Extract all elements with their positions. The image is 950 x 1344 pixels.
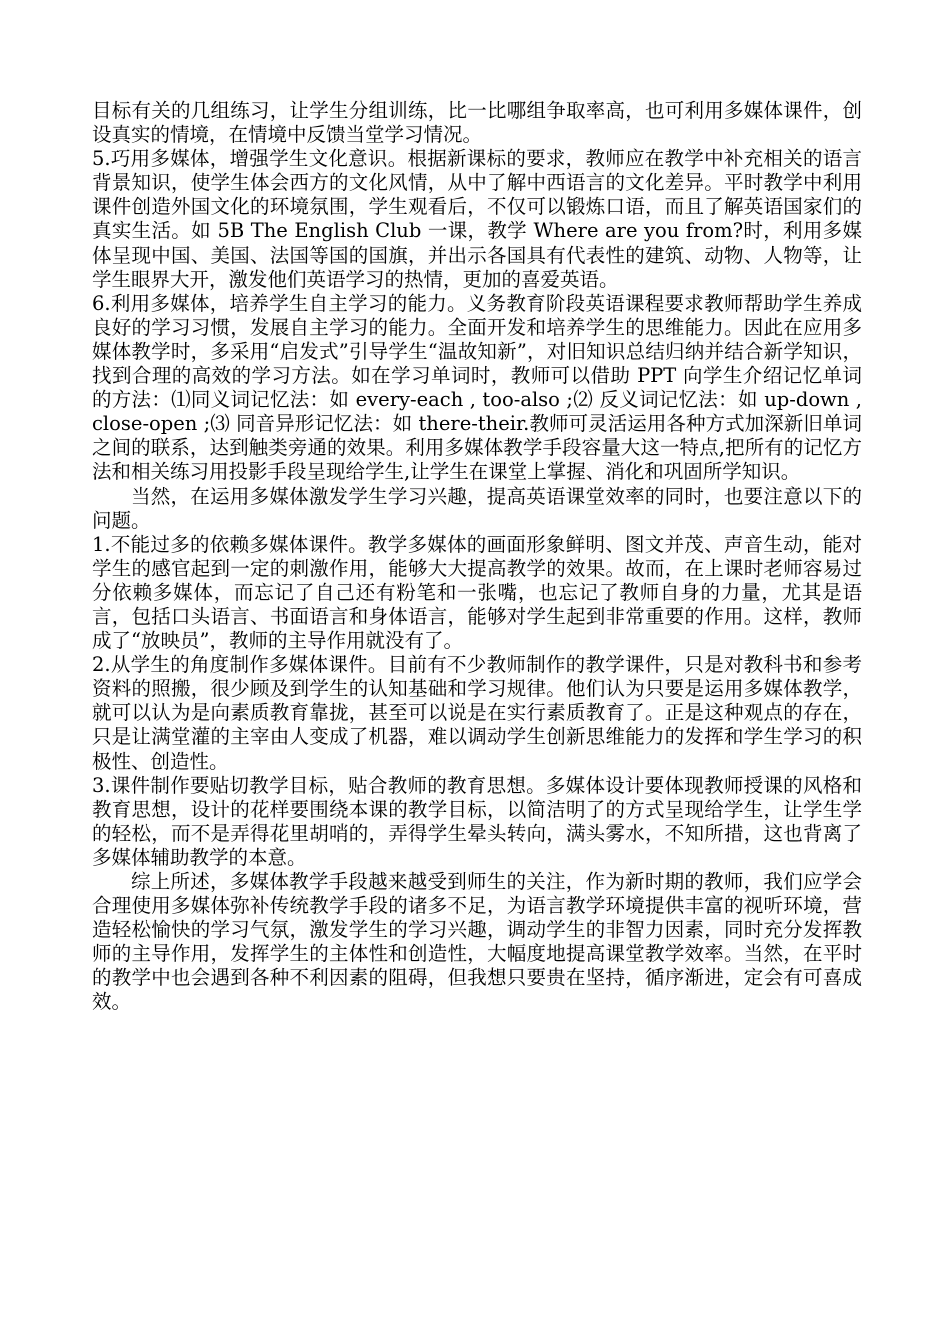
paragraph-transition: 当然，在运用多媒体激发学生学习兴趣，提高英语课堂效率的同时，也要注意以下的问题。 — [92, 484, 862, 532]
document-body — [92, 99, 862, 1015]
paragraph-point-6: 6.利用多媒体，培养学生自主学习的能力。义务教育阶段英语课程要求教师帮助学生养成良好的学习习惯，发展自主学习的能力。全面开发和培养学生的思维能力。因此在应用多媒体教学时，多采用“启发式”引导学生“温故知新”，对旧知识总结归纳并结合新学知识，找到合理的高效的学习方法。如在学习单词时，教师可以借助 PPT 向学生介绍记忆单词的方法：⑴同义词记忆法：如 every-each , too-also ;⑵ 反义词记忆法：如 up-down , close-open ;⑶ 同音异形记忆法：如 there-their.教师可灵活运用各种方式加深新旧单词之间的联系，达到触类旁通的效果。利用多媒体教学手段容量大这一特点,把所有的记忆方法和相关练习用投影手段呈现给学生,让学生在课堂上掌握、消化和巩固所学知识。 — [92, 291, 862, 484]
paragraph-point-5: 5.巧用多媒体，增强学生文化意识。根据新课标的要求，教师应在教学中补充相关的语言背景知识，使学生体会西方的文化风情，从中了解中西语言的文化差异。平时教学中利用课件创造外国文化的环境氛围，学生观看后，不仅可以锻炼口语，而且了解英语国家们的真实生活。如 5B The English Club 一课，教学 Where are you from?时，利用多媒体呈现中国、美国、法国等国的国旗，并出示各国具有代表性的建筑、动物、人物等，让学生眼界大开，激发他们英语学习的热情，更加的喜爱英语。 — [92, 147, 862, 291]
paragraph-conclusion: 综上所述，多媒体教学手段越来越受到师生的关注，作为新时期的教师，我们应学会合理使用多媒体弥补传统教学手段的诸多不足，为语言教学环境提供丰富的视听环境，营造轻松愉快的学习气氛，激发学生的学习兴趣，调动学生的非智力因素，同时充分发挥教师的主导作用，发挥学生的主体性和创造性，大幅度地提高课堂教学效率。当然，在平时的教学中也会遇到各种不利因素的阻碍，但我想只要贵在坚持，循序渐进，定会有可喜成效。 — [92, 870, 862, 1014]
paragraph-issue-3: 3.课件制作要贴切教学目标，贴合教师的教育思想。多媒体设计要体现教师授课的风格和教育思想，设计的花样要围绕本课的教学目标，以简洁明了的方式呈现给学生，让学生学的轻松，而不是弄得花里胡哨的，弄得学生晕头转向，满头雾水，不知所措，这也背离了多媒体辅助教学的本意。 — [92, 773, 862, 869]
paragraph-continued: 目标有关的几组练习，让学生分组训练，比一比哪组争取率高，也可利用多媒体课件，创设真实的情境，在情境中反馈当堂学习情况。 — [92, 99, 862, 147]
paragraph-issue-1: 1.不能过多的依赖多媒体课件。教学多媒体的画面形象鲜明、图文并茂、声音生动，能对学生的感官起到一定的刺激作用，能够大大提高教学的效果。故而，在上课时老师容易过分依赖多媒体，而忘记了自己还有粉笔和一张嘴，也忘记了教师自身的力量，尤其是语言，包括口头语言、书面语言和身体语言，能够对学生起到非常重要的作用。这样，教师成了“放映员”，教师的主导作用就没有了。 — [92, 532, 862, 653]
paragraph-issue-2: 2.从学生的角度制作多媒体课件。目前有不少教师制作的教学课件，只是对教科书和参考资料的照搬，很少顾及到学生的认知基础和学习规律。他们认为只要是运用多媒体教学，就可以认为是向素质教育靠拢，甚至可以说是在实行素质教育了。正是这种观点的存在，只是让满堂灌的主宰由人变成了机器，难以调动学生创新思维能力的发挥和学生学习的积极性、创造性。 — [92, 653, 862, 773]
